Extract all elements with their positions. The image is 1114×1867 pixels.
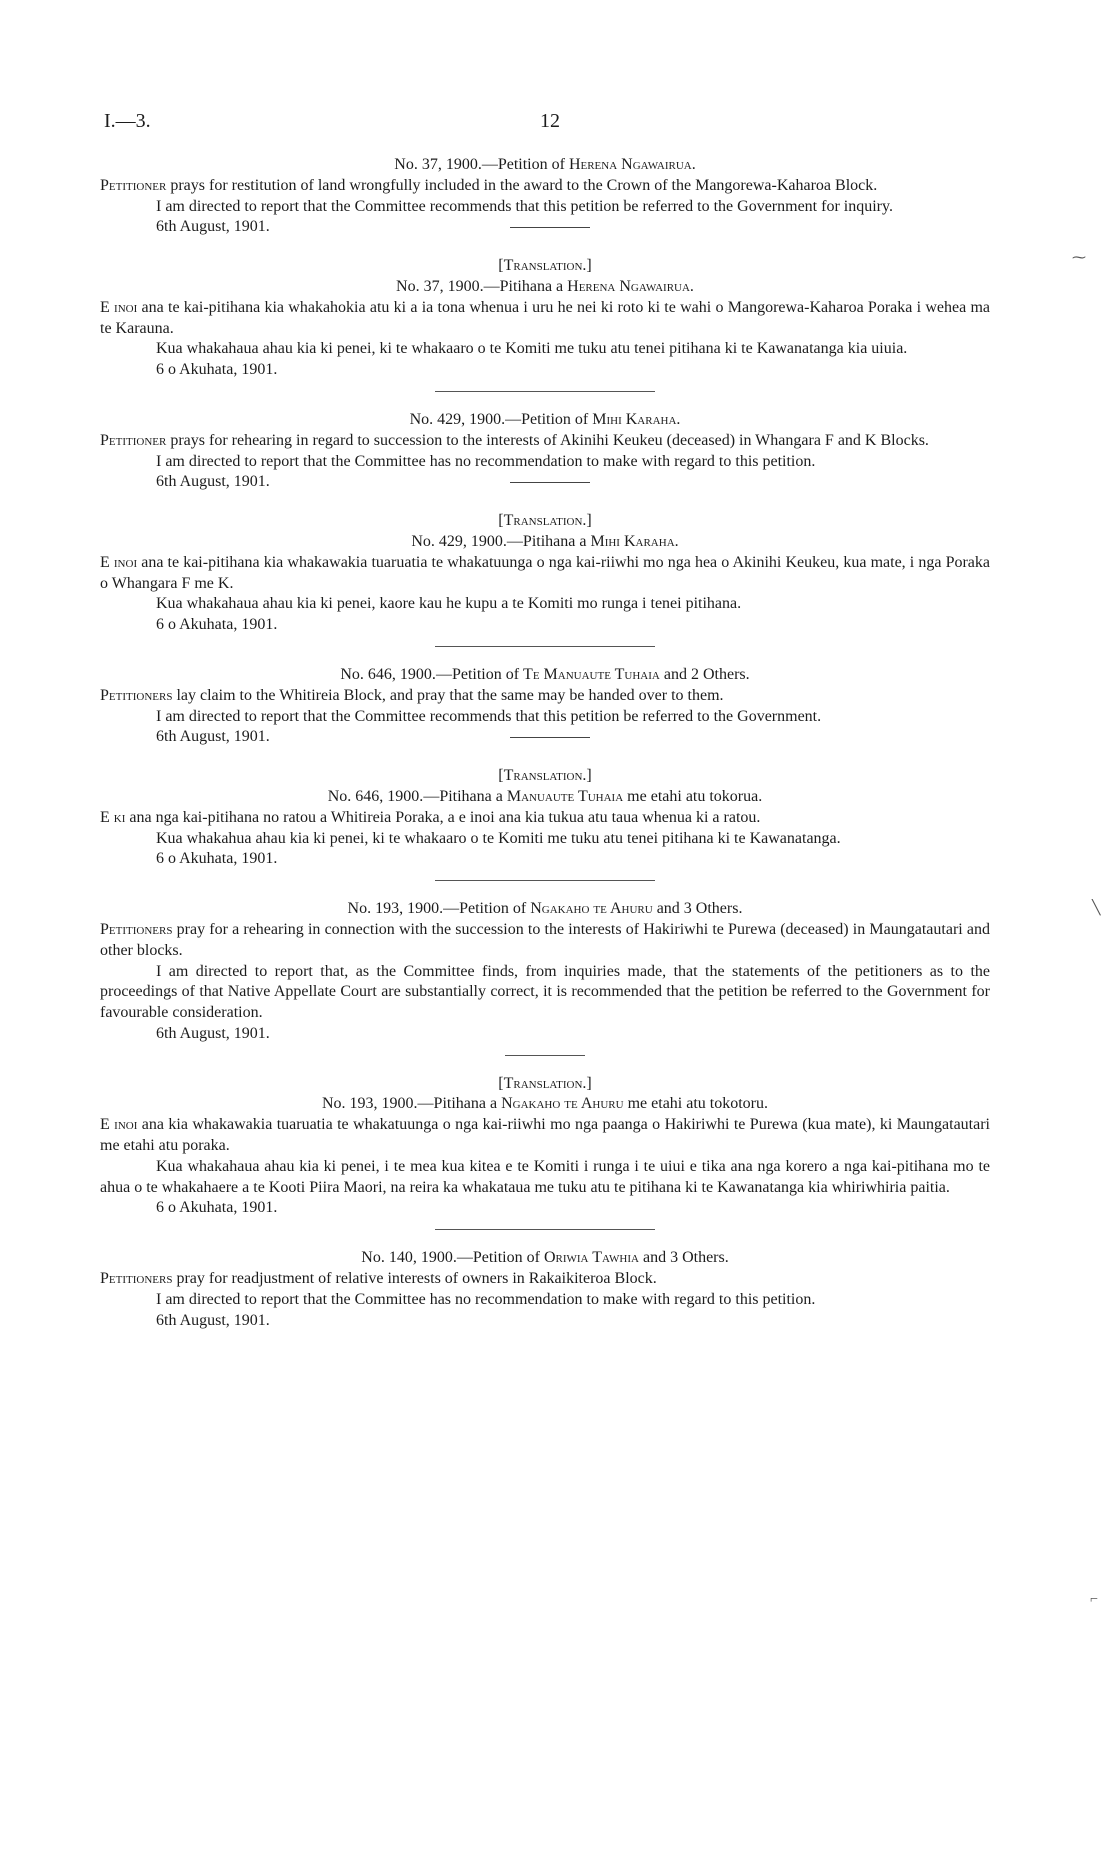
committee-report: Kua whakahaua ahau kia ki penei, ki te whakaaro o te Komiti me tuku atu tenei pitihana ki te Kawanatanga kia uiuia.	[156, 340, 908, 358]
committee-report: Kua whakahua ahau kia ki penei, ki te whakaaro o te Komiti me tuku atu tenei pitihana ki te Kawanatanga.	[156, 829, 841, 847]
report-date: 6 o Akuhata, 1901.	[156, 850, 278, 868]
petition-title: No. 193, 1900.—Petition of Ngakaho te Ahuru and 3 Others.	[347, 900, 743, 918]
petition-section	[100, 665, 990, 748]
petition-section	[100, 155, 990, 238]
committee-report: Kua whakahaua ahau kia ki penei, i te mea kua kitea e te Komiti i runga i te uiui e tika ana nga korero a nga kai-pitihana mo te ahua o te whakahaere a te Kooti Piira Maori, na reira ka whakataua me tuku atu te pitihana ki te Kawanatanga kia whiriwhiria paitia.	[100, 1157, 990, 1196]
report-date: 6th August, 1901.	[156, 1024, 270, 1042]
parliamentary-paper-reference: I.—3.	[104, 110, 151, 132]
committee-report: I am directed to report that the Committee has no recommendation to make with regard to this petition.	[156, 452, 816, 470]
committee-report: I am directed to report that the Committee recommends that this petition be referred to the Government.	[156, 707, 822, 725]
translation-label: [Translation.]	[498, 257, 592, 275]
petition-body: Petitioners lay claim to the Whitireia Block, and pray that the same may be handed over to them.	[100, 686, 724, 704]
report-date: 6th August, 1901.	[100, 217, 990, 238]
petition-body: E inoi ana te kai-pitihana kia whakahokia atu ki a ia tona whenua i uru he nei ki roto ki te wahi o Mangorewa-Kaharoa Poraka i wehea ma te Karauna.	[100, 298, 991, 337]
petition-body: Petitioners pray for a rehearing in connection with the succession to the interests of Hakiriwhi te Purewa (deceased) in Maungatautari and other blocks.	[100, 920, 990, 959]
translation-section	[100, 256, 990, 381]
petition-body: Petitioner prays for restitution of land wrongfully included in the award to the Crown of the Mangorewa-Kaharoa Block.	[100, 176, 878, 194]
petition-body: Petitioners pray for readjustment of relative interests of owners in Rakaikiteroa Block.	[100, 1270, 657, 1288]
petition-title: No. 37, 1900.—Pitihana a Herena Ngawairua.	[396, 277, 694, 295]
translation-section	[100, 511, 990, 636]
short-rule	[510, 227, 590, 228]
petition-title: No. 37, 1900.—Petition of Herena Ngawairua.	[394, 156, 696, 173]
committee-report: I am directed to report that, as the Committee finds, from inquiries made, that the statements of the petitioners as to the proceedings of that Native Appellate Court are substantially correct, it is recommended that the petition be referred to the Government for favourable consideration.	[100, 962, 990, 1022]
report-date: 6 o Akuhata, 1901.	[156, 361, 278, 379]
petition-body: E inoi ana kia whakawakia tuaruatia te whakatuunga o nga kai-riiwhi mo nga paanga o Hakiriwhi te Purewa (kua mate), ki Maungatautari me etahi atu poraka.	[100, 1116, 990, 1155]
committee-report: I am directed to report that the Committee recommends that this petition be referred to the Government for inquiry.	[156, 197, 893, 215]
translation-section	[100, 766, 990, 870]
scan-mark: ⁓	[1072, 251, 1086, 266]
report-date: 6th August, 1901.	[156, 1311, 270, 1329]
petition-title: No. 193, 1900.—Pitihana a Ngakaho te Ahuru me etahi atu tokotoru.	[321, 1095, 768, 1113]
section-divider	[435, 646, 655, 647]
committee-report: Kua whakahaua ahau kia ki penei, kaore kau he kupu a te Komiti mo runga i tenei pitihana.	[156, 595, 742, 613]
report-date: 6 o Akuhata, 1901.	[156, 616, 278, 634]
short-rule	[510, 737, 590, 738]
page-number: 12	[540, 110, 560, 132]
petition-section	[100, 899, 990, 1045]
petition-body: E ki ana nga kai-pitihana no ratou a Whitireia Poraka, a e inoi ana kia tukua atu taua whenua ki a ratou.	[100, 808, 761, 826]
scan-mark: ╲	[1092, 901, 1101, 916]
petition-title: No. 429, 1900.—Petition of Mihi Karaha.	[409, 410, 681, 428]
petition-title: No. 646, 1900.—Petition of Te Manuaute Tuhaia and 2 Others.	[340, 665, 750, 683]
translation-label: [Translation.]	[498, 767, 592, 785]
petition-body: E inoi ana te kai-pitihana kia whakawakia tuaruatia te whakatuunga o nga kai-riiwhi mo nga hea o Akinihi Keukeu, kua mate, i nga Poraka o Whangara F me K.	[100, 553, 990, 592]
translation-label: [Translation.]	[498, 512, 592, 530]
committee-report: I am directed to report that the Committee has no recommendation to make with regard to this petition.	[156, 1290, 816, 1308]
section-divider	[435, 1229, 655, 1230]
petition-title: No. 646, 1900.—Pitihana a Manuaute Tuhaia me etahi atu tokorua.	[327, 787, 763, 805]
petition-section	[100, 410, 990, 493]
translation-label: [Translation.]	[498, 1074, 592, 1092]
page-content	[100, 155, 990, 1331]
report-date: 6th August, 1901.	[100, 727, 990, 748]
petition-body: Petitioner prays for rehearing in regard to succession to the interests of Akinihi Keukeu (deceased) in Whangara F and K Blocks.	[100, 431, 929, 449]
petition-section	[100, 1248, 990, 1331]
petition-title: No. 429, 1900.—Pitihana a Mihi Karaha.	[411, 532, 679, 550]
section-divider	[505, 1055, 585, 1056]
scan-mark: ⌐	[1090, 1592, 1098, 1607]
petition-title: No. 140, 1900.—Petition of Oriwia Tawhia and 3 Others.	[361, 1249, 729, 1267]
translation-section	[100, 1074, 990, 1220]
section-divider	[435, 391, 655, 392]
section-divider	[435, 880, 655, 881]
report-date: 6th August, 1901.	[100, 472, 990, 493]
report-date: 6 o Akuhata, 1901.	[156, 1199, 278, 1217]
short-rule	[510, 482, 590, 483]
